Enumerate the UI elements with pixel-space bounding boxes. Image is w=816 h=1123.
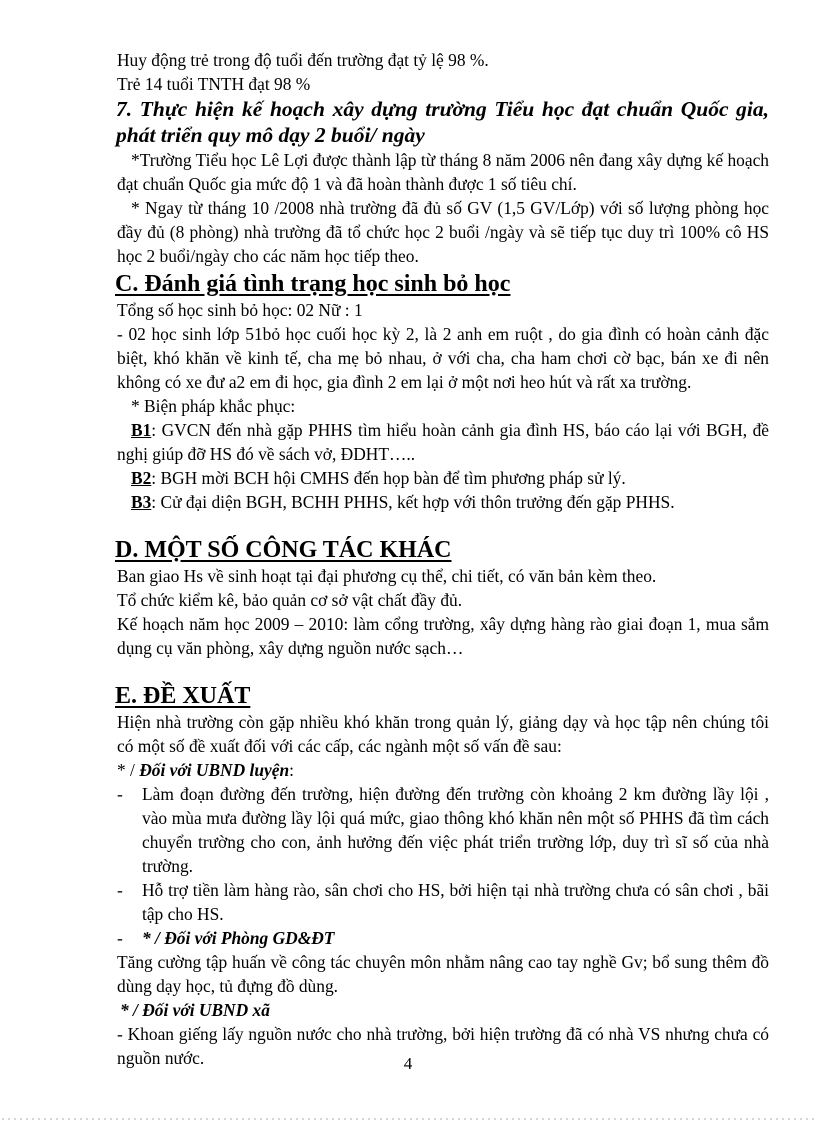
- page-content: [117, 48, 769, 1070]
- section-e-intro: Hiện nhà trường còn gặp nhiều khó khăn trong quản lý, giảng dạy và học tập nên chúng tôi có một số đề xuất đối với các cấp, các ngành một số vấn đề sau:: [117, 712, 769, 756]
- section-c-heading: C. Đánh giá tình trạng học sinh bỏ học: [115, 271, 511, 297]
- section-d-paragraph-1: Ban giao Hs về sinh hoạt tại đại phương cụ thể, chi tiết, có văn bản kèm theo.: [117, 566, 657, 586]
- measure-b1: B1: GVCN đến nhà gặp PHHS tìm hiểu hoàn cảnh gia đình HS, báo cáo lại với BGH, đề nghị giúp đỡ HS đó về sách vở, ĐDHT…..: [117, 420, 769, 464]
- section-7-heading: 7. Thực hiện kế hoạch xây dựng trường Tiểu học đạt chuẩn Quốc gia, phát triển quy mô dạy 2 buổi/ ngày: [116, 97, 769, 147]
- phong-gd-label-item: - * / Đối với Phòng GD&ĐT: [117, 928, 335, 948]
- ubnd-xa-label: * / Đối với UBND xã: [120, 1000, 270, 1020]
- ubnd-xa-text: - Khoan giếng lấy nguồn nước cho nhà trường, bởi hiện trường đã có nhà VS nhưng chưa có nguồn nước.: [117, 1024, 769, 1068]
- dropout-detail: - 02 học sinh lớp 51bỏ học cuối học kỳ 2, là 2 anh em ruột , do gia đình có hoàn cảnh đặc biệt, khó khăn về kinh tế, cha mẹ bỏ nhau, ở với cha, cha ham chơi cờ bạc, bán xe đi nên không có xe đư a2 em đi học, gia đình 2 em lại ở một nơi heo hút và rất xa trường.: [117, 324, 769, 392]
- list-item: - Làm đoạn đường đến trường, hiện đường đến trường còn khoảng 2 km đường lầy lội , vào mùa mưa đường lầy lội quá mức, giao thông khó khăn nên một số PHHS đã tìm cách chuyển trường cho con, ảnh hưởng đến việc phát triển trường lớp, duy trì sĩ số của nhà trường.: [117, 784, 769, 876]
- measure-b2: B2: BGH mời BCH hội CMHS đến họp bàn để tìm phương pháp sử lý.: [131, 468, 626, 488]
- section-d-paragraph-2: Tổ chức kiểm kê, bảo quản cơ sở vật chất đầy đủ.: [117, 590, 463, 610]
- measure-b1-label: B1: [131, 420, 152, 440]
- measure-b3: B3: Cử đại diện BGH, BCHH PHHS, kết hợp với thôn trưởng đến gặp PHHS.: [131, 492, 675, 512]
- measure-b3-label: B3: [131, 492, 152, 512]
- section-7-paragraph-2: * Ngay từ tháng 10 /2008 nhà trường đã đủ số GV (1,5 GV/Lớp) với số lượng phòng học đầy đủ (8 phòng) nhà trường đã tổ chức học 2 buổi /ngày và sẽ tiếp tục duy trì 100% cô HS học 2 buổi/ngày cho các năm học tiếp theo.: [117, 198, 769, 266]
- page-edge-divider: [0, 1118, 816, 1120]
- ubnd-huyen-label: * / Đối với UBND luyện:: [117, 760, 294, 780]
- phong-gd-label: * / Đối với Phòng GD&ĐT: [142, 928, 335, 948]
- section-d-paragraph-3: Kế hoạch năm học 2009 – 2010: làm cổng trường, xây dựng hàng rào giai đoạn 1, mua sắm dụng cụ văn phòng, xây dựng nguồn nước sạch…: [117, 614, 769, 658]
- list-item: - Hỗ trợ tiền làm hàng rào, sân chơi cho HS, bởi hiện tại nhà trường chưa có sân chơi , bãi tập cho HS.: [117, 880, 769, 924]
- huyen-proposals: [117, 782, 769, 950]
- section-e-heading: E. ĐỀ XUẤT: [115, 683, 251, 709]
- section-d-heading: D. MỘT SỐ CÔNG TÁC KHÁC: [115, 537, 452, 563]
- mobilization-line: Huy động trẻ trong độ tuổi đến trường đạt tỷ lệ 98 %.: [117, 50, 489, 70]
- page-number: 4: [403, 1054, 413, 1073]
- section-7-paragraph-1: *Trường Tiểu học Lê Lợi được thành lập từ tháng 8 năm 2006 nên đang xây dựng kế hoạch đạt chuẩn Quốc gia mức độ 1 và đã hoàn thành được 1 số tiêu chí.: [117, 150, 769, 194]
- dropout-total: Tổng số học sinh bỏ học: 02 Nữ : 1: [117, 300, 363, 320]
- graduation-line: Trẻ 14 tuổi TNTH đạt 98 %: [117, 74, 311, 94]
- measure-b2-label: B2: [131, 468, 152, 488]
- phong-gd-text: Tăng cường tập huấn về công tác chuyên môn nhằm nâng cao tay nghề Gv; bổ sung thêm đồ dùng dạy học, tủ đựng đồ dùng.: [117, 952, 769, 996]
- measures-label: * Biện pháp khắc phục:: [131, 396, 296, 416]
